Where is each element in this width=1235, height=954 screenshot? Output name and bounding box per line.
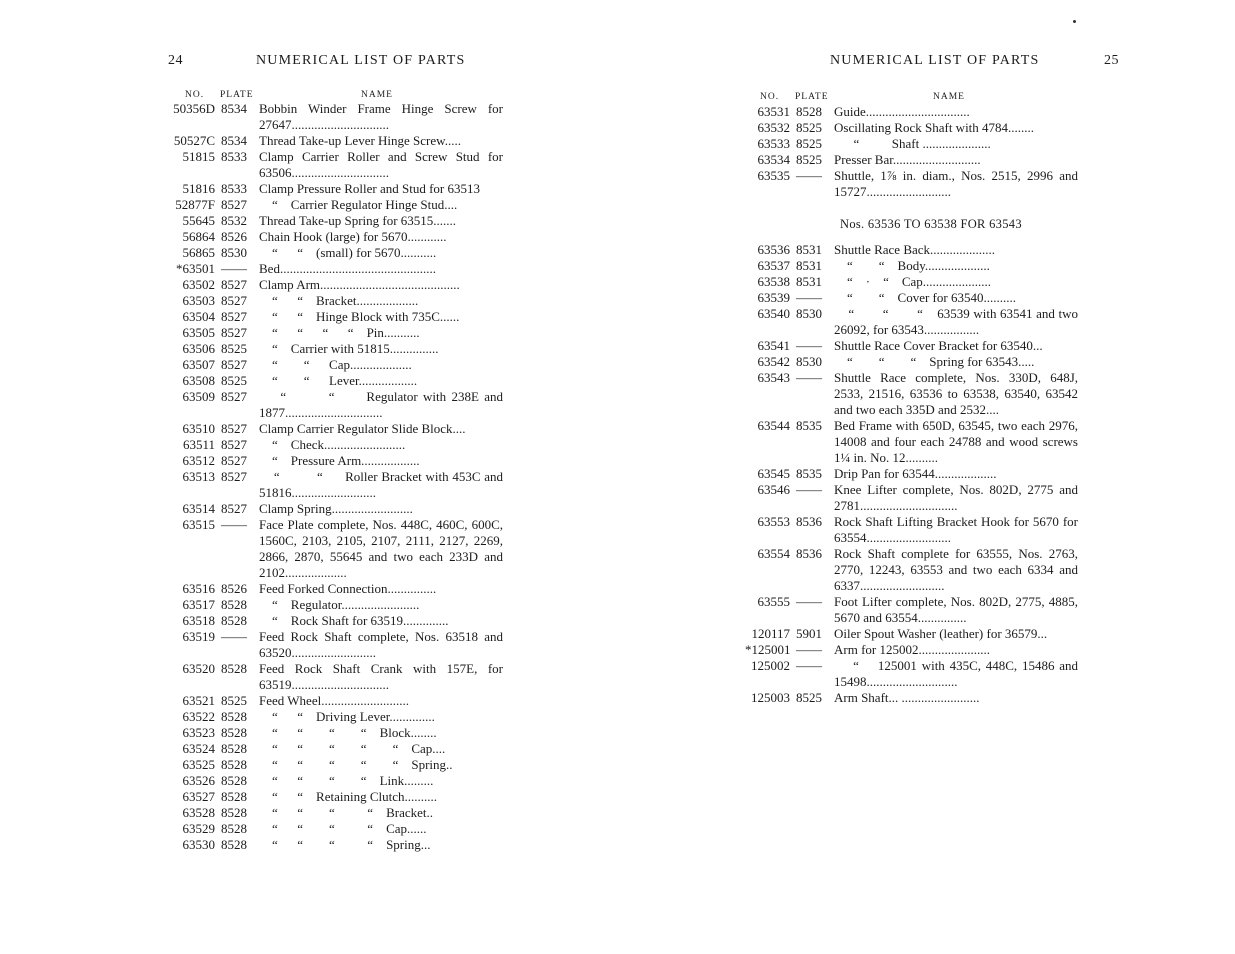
- column-header-no: NO.: [185, 90, 205, 100]
- plate-number: 8527: [221, 309, 247, 324]
- part-row: [170, 261, 503, 277]
- left-page: [0, 0, 617, 954]
- part-name: “ Carrier with 51815...............: [259, 341, 439, 356]
- part-number: 63534: [757, 152, 790, 167]
- part-row: [745, 418, 1082, 466]
- part-name: “ “ Hinge Block with 735C......: [259, 309, 460, 324]
- plate-number: ——: [796, 290, 822, 305]
- part-name: Oiler Spout Washer (leather) for 36579...: [834, 626, 1048, 641]
- part-row: [170, 421, 503, 437]
- part-row: [745, 370, 1082, 418]
- part-name: “ “ “ “ Spring...: [259, 837, 431, 852]
- part-row: [745, 120, 1078, 136]
- running-title: NUMERICAL LIST OF PARTS: [830, 53, 1040, 68]
- part-row: [170, 517, 507, 581]
- part-name: “ Pressure Arm..................: [259, 453, 420, 468]
- part-number: 63525: [182, 757, 215, 772]
- part-number: 63511: [182, 437, 215, 452]
- part-row: [170, 661, 507, 693]
- part-name: Clamp Carrier Roller and Screw Stud for 63506..............................: [259, 149, 507, 180]
- part-number: 63522: [182, 709, 215, 724]
- part-name: Bed................................................: [259, 261, 436, 276]
- part-name: “ “ “ “ Block........: [259, 725, 437, 740]
- column-header-name: NAME: [933, 92, 965, 102]
- part-name: Clamp Pressure Roller and Stud for 63513: [259, 181, 480, 196]
- plate-number: ——: [221, 517, 247, 532]
- plate-number: 8535: [796, 418, 822, 433]
- part-name: Feed Rock Shaft complete, Nos. 63518 and 63520..........................: [259, 629, 507, 660]
- part-row: [170, 149, 507, 181]
- parts-list: [170, 101, 507, 853]
- part-number: 55645: [182, 213, 215, 228]
- part-row: [170, 597, 503, 613]
- plate-number: 8530: [221, 245, 247, 260]
- part-row: [170, 437, 503, 453]
- plate-number: 8528: [221, 837, 247, 852]
- part-row: [745, 242, 1078, 258]
- plate-number: 8525: [796, 152, 822, 167]
- part-number: 63541: [757, 338, 790, 353]
- plate-number: 8527: [221, 421, 247, 436]
- plate-number: 8528: [221, 805, 247, 820]
- part-number: 63507: [182, 357, 215, 372]
- part-row: [170, 229, 503, 245]
- plate-number: 8528: [796, 104, 822, 119]
- part-row: [745, 594, 1082, 626]
- plate-number: 8525: [221, 341, 247, 356]
- part-number: 63539: [757, 290, 790, 305]
- part-number: 63555: [757, 594, 790, 609]
- part-name: “ “ Driving Lever..............: [259, 709, 435, 724]
- plate-number: 8531: [796, 274, 822, 289]
- plate-number: 8525: [221, 693, 247, 708]
- plate-number: 8534: [221, 133, 247, 148]
- part-number: 63540: [757, 306, 790, 321]
- plate-number: 8525: [796, 136, 822, 151]
- part-row: [170, 709, 503, 725]
- part-row: [170, 213, 503, 229]
- part-name: “ “ Bracket...................: [259, 293, 419, 308]
- part-number: 63536: [757, 242, 790, 257]
- part-number: 56864: [182, 229, 215, 244]
- part-number: 50527C: [173, 133, 215, 148]
- part-row: [170, 197, 503, 213]
- part-row: [170, 805, 503, 821]
- part-name: “ “ “ “ Pin...........: [259, 325, 420, 340]
- plate-number: 8532: [221, 213, 247, 228]
- part-row: [745, 546, 1082, 594]
- part-number: 63535: [757, 168, 790, 183]
- part-row: [170, 837, 503, 853]
- part-row: [170, 373, 503, 389]
- part-name: Feed Wheel...........................: [259, 693, 409, 708]
- part-name: Shuttle Race Back....................: [834, 242, 996, 257]
- part-row: [170, 693, 503, 709]
- plate-number: 8528: [221, 709, 247, 724]
- part-name: “ “ “ “ Link.........: [259, 773, 434, 788]
- plate-number: 8535: [796, 466, 822, 481]
- part-row: [745, 136, 1078, 152]
- plate-number: 8530: [796, 354, 822, 369]
- part-number: 63521: [182, 693, 215, 708]
- part-number: 63519: [182, 629, 215, 644]
- part-number: 63542: [757, 354, 790, 369]
- part-number: 63530: [182, 837, 215, 852]
- part-name: “ “ (small) for 5670...........: [259, 245, 437, 260]
- plate-number: 8527: [221, 469, 247, 484]
- part-name: Feed Rock Shaft Crank with 157E, for 63519..............................: [259, 661, 507, 692]
- plate-number: 8527: [221, 325, 247, 340]
- part-number: 63537: [757, 258, 790, 273]
- part-number: *63501: [176, 261, 215, 276]
- part-row: [745, 338, 1078, 354]
- part-number: 63533: [757, 136, 790, 151]
- part-name: “ “ Cover for 63540..........: [834, 290, 1016, 305]
- part-row: [170, 629, 507, 661]
- part-name: Feed Forked Connection...............: [259, 581, 437, 596]
- plate-number: 8525: [796, 690, 822, 705]
- part-name: Rock Shaft Lifting Bracket Hook for 5670 for 63554..........................: [834, 514, 1082, 545]
- part-name: “ “ “ “ Bracket..: [259, 805, 434, 820]
- part-row: [170, 277, 503, 293]
- parts-list: [745, 104, 1082, 706]
- section-heading: Nos. 63536 TO 63538 FOR 63543: [840, 217, 1022, 231]
- plate-number: 8528: [221, 613, 247, 628]
- part-name: Knee Lifter complete, Nos. 802D, 2775 and 2781..............................: [834, 482, 1082, 513]
- part-row: [170, 181, 503, 197]
- plate-number: ——: [796, 482, 822, 497]
- part-row: [170, 789, 503, 805]
- part-row: [170, 101, 507, 133]
- part-name: Thread Take-up Lever Hinge Screw.....: [259, 133, 461, 148]
- plate-number: 8536: [796, 514, 822, 529]
- part-row: [170, 133, 503, 149]
- part-number: 52877F: [175, 197, 215, 212]
- plate-number: ——: [221, 629, 247, 644]
- part-name: Clamp Spring.........................: [259, 501, 413, 516]
- part-name: “ “ “ “ “ Cap....: [259, 741, 446, 756]
- part-number: 63528: [182, 805, 215, 820]
- part-number: 63523: [182, 725, 215, 740]
- page-number: 24: [168, 53, 183, 68]
- plate-number: 8527: [221, 357, 247, 372]
- part-row: [745, 306, 1082, 338]
- part-name: “ “ Retaining Clutch..........: [259, 789, 438, 804]
- part-number: 63505: [182, 325, 215, 340]
- part-name: Arm for 125002......................: [834, 642, 990, 657]
- part-number: 63524: [182, 741, 215, 756]
- plate-number: 8530: [796, 306, 822, 321]
- part-name: Shuttle Race Cover Bracket for 63540...: [834, 338, 1043, 353]
- part-number: *125001: [745, 642, 791, 657]
- part-row: [745, 152, 1078, 168]
- part-row: [170, 389, 507, 421]
- part-name: “ “ Body....................: [834, 258, 990, 273]
- part-number: 63543: [757, 370, 790, 385]
- part-number: 51816: [182, 181, 215, 196]
- part-number: 63544: [757, 418, 790, 433]
- part-row: [170, 501, 503, 517]
- part-name: “ Shaft .....................: [834, 136, 991, 151]
- part-name: Oscillating Rock Shaft with 4784........: [834, 120, 1035, 135]
- plate-number: 8526: [221, 229, 247, 244]
- part-number: 63538: [757, 274, 790, 289]
- part-number: 51815: [182, 149, 215, 164]
- part-number: 125002: [751, 658, 790, 673]
- plate-number: ——: [796, 594, 822, 609]
- part-name: Drip Pan for 63544...................: [834, 466, 997, 481]
- part-name: Clamp Arm...........................................: [259, 277, 460, 292]
- plate-number: 8525: [796, 120, 822, 135]
- part-row: [170, 741, 503, 757]
- part-number: 63515: [182, 517, 215, 532]
- part-number: 120117: [751, 626, 790, 641]
- part-name: “ “ Roller Bracket with 453C and 51816..........................: [259, 469, 507, 500]
- part-name: “ “ Regulator with 238E and 1877..............................: [259, 389, 507, 420]
- part-row: [745, 626, 1078, 642]
- part-row: [170, 613, 503, 629]
- part-name: Rock Shaft complete for 63555, Nos. 2763, 2770, 12243, 63553 and two each 6334 and 6337..........................: [834, 546, 1082, 593]
- plate-number: 8528: [221, 597, 247, 612]
- plate-number: 8528: [221, 757, 247, 772]
- plate-number: 8527: [221, 293, 247, 308]
- part-number: 63512: [182, 453, 215, 468]
- part-number: 63526: [182, 773, 215, 788]
- running-title: NUMERICAL LIST OF PARTS: [256, 53, 466, 68]
- part-number: 63513: [182, 469, 215, 484]
- part-number: 63518: [182, 613, 215, 628]
- plate-number: 8528: [221, 789, 247, 804]
- part-row: [170, 341, 503, 357]
- right-page: [617, 0, 1235, 954]
- part-name: “ “ Cap...................: [259, 357, 412, 372]
- plate-number: 8527: [221, 197, 247, 212]
- part-name: Chain Hook (large) for 5670............: [259, 229, 447, 244]
- plate-number: ——: [221, 261, 247, 276]
- plate-number: ——: [796, 338, 822, 353]
- plate-number: ——: [796, 658, 822, 673]
- plate-number: 8527: [221, 501, 247, 516]
- plate-number: 8526: [221, 581, 247, 596]
- part-number: 63529: [182, 821, 215, 836]
- part-row: [170, 325, 503, 341]
- part-row: [745, 258, 1078, 274]
- column-header-plate: PLATE: [220, 90, 254, 100]
- plate-number: 8528: [221, 661, 247, 676]
- plate-number: 8528: [221, 725, 247, 740]
- part-row: [745, 354, 1078, 370]
- part-name: “ “ “ 63539 with 63541 and two 26092, for 63543.................: [834, 306, 1082, 337]
- part-number: 63546: [757, 482, 790, 497]
- part-name: Bed Frame with 650D, 63545, two each 2976, 14008 and four each 24788 and wood screws 1¼ in. No. 12..........: [834, 418, 1082, 465]
- part-row: [170, 469, 507, 501]
- part-number: 63532: [757, 120, 790, 135]
- part-number: 63545: [757, 466, 790, 481]
- part-row: [170, 821, 503, 837]
- part-name: Foot Lifter complete, Nos. 802D, 2775, 4885, 5670 and 63554...............: [834, 594, 1082, 625]
- plate-number: 8527: [221, 453, 247, 468]
- plate-number: 8528: [221, 773, 247, 788]
- part-row: [170, 357, 503, 373]
- plate-number: 8533: [221, 181, 247, 196]
- part-number: 63527: [182, 789, 215, 804]
- part-number: 63554: [757, 546, 790, 561]
- plate-number: ——: [796, 642, 822, 657]
- part-row: [745, 690, 1078, 706]
- plate-number: 8528: [221, 741, 247, 756]
- part-row: [170, 773, 503, 789]
- part-row: [745, 104, 1078, 120]
- plate-number: ——: [796, 370, 822, 385]
- part-row: [170, 725, 503, 741]
- part-number: 63553: [757, 514, 790, 529]
- plate-number: 8527: [221, 389, 247, 404]
- part-number: 63516: [182, 581, 215, 596]
- plate-number: ——: [796, 168, 822, 183]
- part-number: 125003: [751, 690, 790, 705]
- part-number: 63514: [182, 501, 215, 516]
- part-row: [170, 245, 503, 261]
- column-header-no: NO.: [760, 92, 780, 102]
- part-name: “ · “ Cap.....................: [834, 274, 992, 289]
- part-name: “ “ “ Spring for 63543.....: [834, 354, 1035, 369]
- part-name: “ “ “ “ Cap......: [259, 821, 427, 836]
- plate-number: 8533: [221, 149, 247, 164]
- part-name: “ 125001 with 435C, 448C, 15486 and 15498............................: [834, 658, 1082, 689]
- part-name: “ Regulator........................: [259, 597, 420, 612]
- plate-number: 8534: [221, 101, 247, 116]
- part-name: Arm Shaft... ........................: [834, 690, 980, 705]
- part-row: [745, 642, 1078, 658]
- plate-number: 8525: [221, 373, 247, 388]
- part-name: Presser Bar...........................: [834, 152, 981, 167]
- plate-number: 8536: [796, 546, 822, 561]
- part-name: “ Rock Shaft for 63519..............: [259, 613, 449, 628]
- page-number: 25: [1104, 53, 1119, 68]
- part-name: Clamp Carrier Regulator Slide Block....: [259, 421, 466, 436]
- part-row: [745, 168, 1082, 200]
- part-name: Face Plate complete, Nos. 448C, 460C, 600C, 1560C, 2103, 2105, 2107, 2111, 2127, 2269, 2866, 2870, 55645 and two each 233D and 2102...................: [259, 517, 507, 580]
- parts-group-bottom: [745, 242, 1082, 706]
- column-header-name: NAME: [361, 90, 393, 100]
- part-row: [745, 482, 1082, 514]
- part-number: 63504: [182, 309, 215, 324]
- plate-number: 8527: [221, 277, 247, 292]
- part-row: [745, 274, 1078, 290]
- part-name: Bobbin Winder Frame Hinge Screw for 27647..............................: [259, 101, 507, 132]
- plate-number: 5901: [796, 626, 822, 641]
- part-number: 63520: [182, 661, 215, 676]
- part-row: [170, 757, 503, 773]
- part-row: [170, 309, 503, 325]
- part-name: Guide................................: [834, 104, 970, 119]
- part-row: [745, 658, 1082, 690]
- part-number: 56865: [182, 245, 215, 260]
- part-row: [170, 293, 503, 309]
- part-name: “ “ “ “ “ Spring..: [259, 757, 453, 772]
- part-name: Shuttle, 1⅞ in. diam., Nos. 2515, 2996 and 15727..........................: [834, 168, 1082, 199]
- scan-speck: [1073, 20, 1076, 23]
- plate-number: 8531: [796, 242, 822, 257]
- part-row: [170, 581, 503, 597]
- part-number: 50356D: [173, 101, 215, 116]
- part-row: [745, 466, 1078, 482]
- part-number: 63510: [182, 421, 215, 436]
- part-name: “ “ Lever..................: [259, 373, 418, 388]
- part-name: Shuttle Race complete, Nos. 330D, 648J, 2533, 21516, 63536 to 63538, 63540, 63542 and two each 335D and 2532....: [834, 370, 1082, 417]
- part-name: Thread Take-up Spring for 63515.......: [259, 213, 457, 228]
- column-header-plate: PLATE: [795, 92, 829, 102]
- part-number: 63531: [757, 104, 790, 119]
- parts-group-top: [745, 104, 1082, 200]
- part-number: 63503: [182, 293, 215, 308]
- part-number: 63509: [182, 389, 215, 404]
- part-row: [745, 290, 1078, 306]
- part-number: 63506: [182, 341, 215, 356]
- part-row: [170, 453, 503, 469]
- plate-number: 8531: [796, 258, 822, 273]
- part-number: 63517: [182, 597, 215, 612]
- plate-number: 8527: [221, 437, 247, 452]
- plate-number: 8528: [221, 821, 247, 836]
- part-name: “ Check.........................: [259, 437, 406, 452]
- part-number: 63508: [182, 373, 215, 388]
- part-name: “ Carrier Regulator Hinge Stud....: [259, 197, 458, 212]
- part-row: [745, 514, 1082, 546]
- part-number: 63502: [182, 277, 215, 292]
